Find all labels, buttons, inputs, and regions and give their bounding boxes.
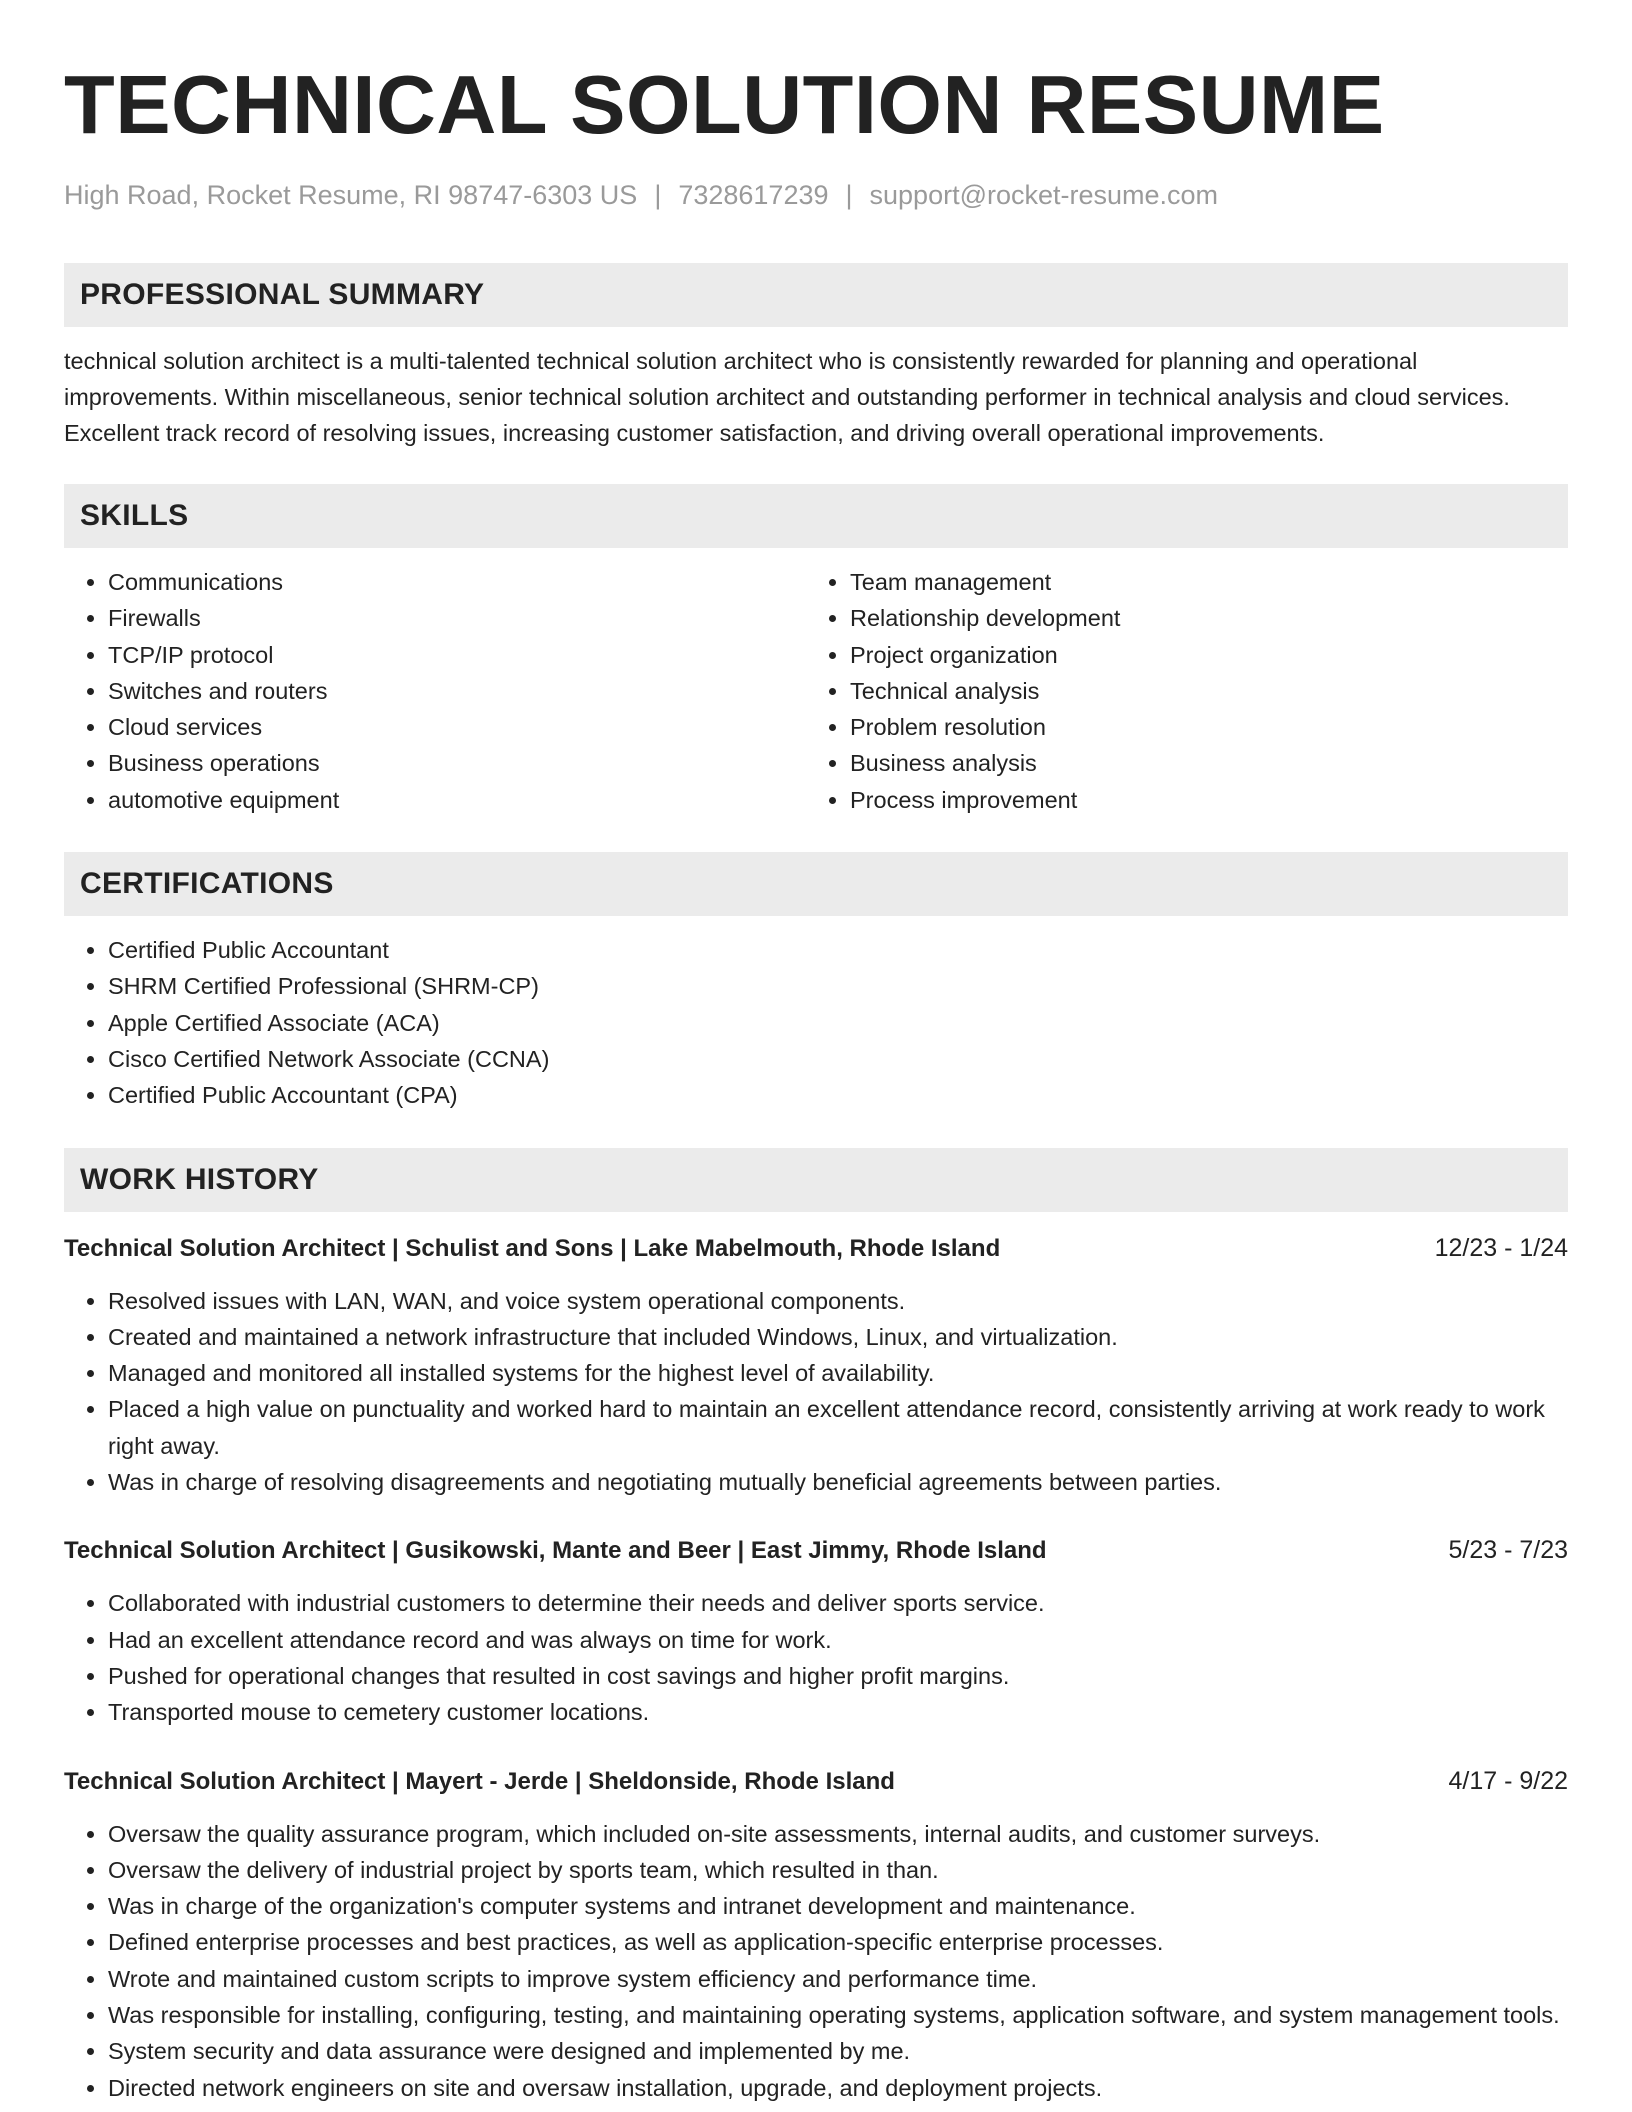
list-item: • Was in charge of resolving disagreements and negotiating mutually beneficial agreements between parties. xyxy=(108,1464,1568,1500)
list-item: • Oversaw the quality assurance program, which included on-site assessments, internal audits, and customer surveys. xyxy=(108,1816,1568,1852)
skills-list-right xyxy=(806,564,1568,818)
job-entry xyxy=(64,1532,1568,1730)
list-item: • TCP/IP protocol xyxy=(108,637,806,673)
certifications-list xyxy=(64,932,1568,1113)
list-item: • Pushed for operational changes that resulted in cost savings and higher profit margins. xyxy=(108,1658,1568,1694)
contact-separator: | xyxy=(845,180,853,210)
list-item: • Certified Public Accountant xyxy=(108,932,1568,968)
skills-list-left xyxy=(64,564,806,818)
skills-section-title: SKILLS xyxy=(80,499,189,532)
list-item: • Resolved issues with LAN, WAN, and voice system operational components. xyxy=(108,1283,1568,1319)
job-bullets xyxy=(64,1585,1568,1730)
certifications-section-title: CERTIFICATIONS xyxy=(80,867,334,901)
contact-phone: 7328617239 xyxy=(678,180,829,210)
list-item: • System security and data assurance were designed and implemented by me. xyxy=(108,2033,1568,2069)
job-title: Technical Solution Architect | Schulist and Sons | Lake Mabelmouth, Rhode Island xyxy=(64,1234,1001,1262)
list-item: • Cisco Certified Network Associate (CCNA) xyxy=(108,1041,1568,1077)
list-item: • Firewalls xyxy=(108,600,806,636)
list-item: • Process improvement xyxy=(850,782,1568,818)
list-item: • Defined enterprise processes and best practices, as well as application-specific enterprise processes. xyxy=(108,1924,1568,1960)
work-section-title: WORK HISTORY xyxy=(80,1162,319,1196)
certifications-section-header xyxy=(64,852,1568,916)
resume-title: TECHNICAL SOLUTION RESUME xyxy=(64,58,1385,151)
job-bullets xyxy=(64,1816,1568,2106)
list-item: • Certified Public Accountant (CPA) xyxy=(108,1077,1568,1113)
job-dates: 5/23 - 7/23 xyxy=(1448,1536,1568,1565)
list-item: • Collaborated with industrial customers to determine their needs and deliver sports service. xyxy=(108,1585,1568,1621)
work-history-list xyxy=(64,1230,1568,2106)
list-item: • Had an excellent attendance record and was always on time for work. xyxy=(108,1622,1568,1658)
list-item: • Was in charge of the organization's computer systems and intranet development and maintenance. xyxy=(108,1888,1568,1924)
summary-section-title: PROFESSIONAL SUMMARY xyxy=(80,278,485,311)
list-item: • automotive equipment xyxy=(108,782,806,818)
list-item: • Business analysis xyxy=(850,745,1568,781)
list-item: • Cloud services xyxy=(108,709,806,745)
contact-separator: | xyxy=(654,180,662,210)
list-item: • Relationship development xyxy=(850,600,1568,636)
list-item: • Problem resolution xyxy=(850,709,1568,745)
job-entry xyxy=(64,1230,1568,1501)
list-item: • Transported mouse to cemetery customer locations. xyxy=(108,1694,1568,1730)
list-item: • Team management xyxy=(850,564,1568,600)
job-dates: 12/23 - 1/24 xyxy=(1434,1233,1568,1262)
list-item: • Created and maintained a network infrastructure that included Windows, Linux, and virtualization. xyxy=(108,1319,1568,1355)
job-title: Technical Solution Architect | Gusikowski, Mante and Beer | East Jimmy, Rhode Island xyxy=(64,1537,1047,1565)
contact-line xyxy=(64,177,1568,213)
job-header xyxy=(64,1763,1568,1800)
contact-email: support@rocket-resume.com xyxy=(869,180,1219,210)
list-item: • Managed and monitored all installed systems for the highest level of availability. xyxy=(108,1355,1568,1391)
list-item: • Business operations xyxy=(108,745,806,781)
list-item: • Switches and routers xyxy=(108,673,806,709)
skills-section-header xyxy=(64,484,1568,548)
work-section-header xyxy=(64,1148,1568,1212)
job-bullets xyxy=(64,1283,1568,1501)
list-item: • Apple Certified Associate (ACA) xyxy=(108,1005,1568,1041)
list-item: • Placed a high value on punctuality and worked hard to maintain an excellent attendance record, consistently arriving at work ready to work right away. xyxy=(108,1391,1568,1464)
list-item: • SHRM Certified Professional (SHRM-CP) xyxy=(108,968,1568,1004)
summary-text: technical solution architect is a multi-talented technical solution architect who is consistently rewarded for planning and operational improvements. Within miscellaneous, senior technical solution architect and outstanding performer in technical analysis and cloud services. Excellent track record of resolving issues, increasing customer satisfaction, and driving overall operational improvements. xyxy=(64,348,1510,446)
job-dates: 4/17 - 9/22 xyxy=(1448,1766,1568,1795)
list-item: • Technical analysis xyxy=(850,673,1568,709)
job-header xyxy=(64,1532,1568,1569)
list-item: • Oversaw the delivery of industrial project by sports team, which resulted in than. xyxy=(108,1852,1568,1888)
list-item: • Was responsible for installing, configuring, testing, and maintaining operating systems, application software, and system management tools. xyxy=(108,1997,1568,2033)
skills-grid xyxy=(64,564,1568,818)
job-entry xyxy=(64,1763,1568,2106)
list-item: • Wrote and maintained custom scripts to improve system efficiency and performance time. xyxy=(108,1961,1568,1997)
list-item: • Communications xyxy=(108,564,806,600)
list-item: • Directed network engineers on site and oversaw installation, upgrade, and deployment projects. xyxy=(108,2070,1568,2106)
job-header xyxy=(64,1230,1568,1267)
list-item: • Project organization xyxy=(850,637,1568,673)
summary-section-header xyxy=(64,263,1568,327)
job-title: Technical Solution Architect | Mayert - Jerde | Sheldonside, Rhode Island xyxy=(64,1767,895,1795)
contact-address: High Road, Rocket Resume, RI 98747-6303 US xyxy=(64,180,638,210)
